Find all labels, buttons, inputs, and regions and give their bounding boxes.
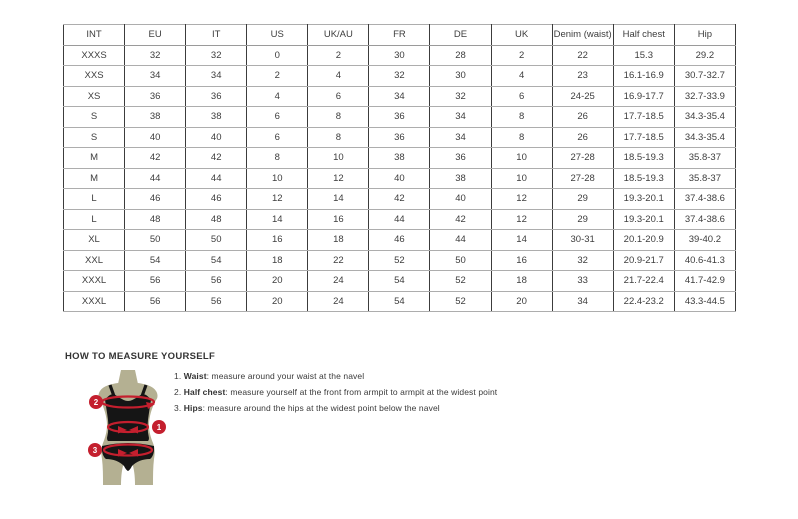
size-cell: 40	[186, 127, 247, 148]
size-cell: 33	[552, 271, 613, 292]
size-cell: 32.7-33.9	[674, 86, 735, 107]
size-cell: 18	[247, 250, 308, 271]
size-cell: 44	[186, 168, 247, 189]
size-cell: 27-28	[552, 168, 613, 189]
size-cell: 12	[491, 189, 552, 210]
column-header: Denim (waist)	[552, 25, 613, 46]
size-cell: 22	[552, 45, 613, 66]
header-row	[64, 25, 736, 46]
size-cell: 32	[125, 45, 186, 66]
size-cell: 35.8-37	[674, 168, 735, 189]
size-cell: 22	[308, 250, 369, 271]
size-cell: 46	[369, 230, 430, 251]
size-cell: 4	[491, 66, 552, 87]
size-cell: 2	[247, 66, 308, 87]
size-cell: 34	[125, 66, 186, 87]
size-cell: 38	[430, 168, 491, 189]
mannequin-illustration	[87, 370, 169, 488]
size-cell: 34	[552, 291, 613, 312]
size-cell: S	[64, 107, 125, 128]
size-cell: 52	[430, 291, 491, 312]
size-cell: 38	[186, 107, 247, 128]
size-cell: 34	[430, 107, 491, 128]
size-cell: 40	[369, 168, 430, 189]
size-cell: 20	[247, 271, 308, 292]
size-row	[64, 189, 736, 210]
size-cell: 30.7-32.7	[674, 66, 735, 87]
size-cell: M	[64, 168, 125, 189]
size-cell: 36	[430, 148, 491, 169]
measure-heading: HOW TO MEASURE YOURSELF	[65, 351, 216, 362]
size-cell: 10	[247, 168, 308, 189]
instruction-text: : measure around the hips at the widest point below the navel	[202, 403, 440, 413]
size-cell: 42	[125, 148, 186, 169]
size-cell: XXL	[64, 250, 125, 271]
size-cell: 2	[491, 45, 552, 66]
size-cell: 52	[369, 250, 430, 271]
size-cell: 34	[186, 66, 247, 87]
measure-instructions	[174, 368, 497, 416]
size-cell: 20	[491, 291, 552, 312]
size-cell: 39-40.2	[674, 230, 735, 251]
size-cell: 0	[247, 45, 308, 66]
size-cell: 4	[308, 66, 369, 87]
size-cell: 56	[186, 291, 247, 312]
size-cell: 44	[369, 209, 430, 230]
size-cell: 8	[247, 148, 308, 169]
size-cell: 42	[186, 148, 247, 169]
instruction-text: : measure yourself at the front from armpit to armpit at the widest point	[225, 387, 498, 397]
size-cell: 14	[491, 230, 552, 251]
size-cell: 24	[308, 271, 369, 292]
size-row	[64, 291, 736, 312]
size-cell: 16.9-17.7	[613, 86, 674, 107]
measure-instruction	[174, 384, 497, 400]
measure-instruction	[174, 400, 497, 416]
column-header: INT	[64, 25, 125, 46]
size-row	[64, 107, 736, 128]
size-cell: 16.1-16.9	[613, 66, 674, 87]
size-cell: 12	[491, 209, 552, 230]
size-cell: 30	[369, 45, 430, 66]
size-cell: 8	[491, 107, 552, 128]
size-cell: 19.3-20.1	[613, 209, 674, 230]
column-header: UK	[491, 25, 552, 46]
size-cell: 14	[247, 209, 308, 230]
size-cell: 46	[186, 189, 247, 210]
size-chart-table	[63, 24, 736, 312]
instruction-number: 3.	[174, 403, 184, 413]
size-row	[64, 230, 736, 251]
size-cell: M	[64, 148, 125, 169]
column-header: UK/AU	[308, 25, 369, 46]
size-cell: 22.4-23.2	[613, 291, 674, 312]
size-cell: XL	[64, 230, 125, 251]
size-cell: L	[64, 189, 125, 210]
size-cell: 6	[491, 86, 552, 107]
size-cell: 6	[247, 107, 308, 128]
instruction-number: 1.	[174, 371, 184, 381]
size-cell: 43.3-44.5	[674, 291, 735, 312]
size-cell: 15.3	[613, 45, 674, 66]
size-cell: 12	[308, 168, 369, 189]
size-cell: 16	[247, 230, 308, 251]
size-cell: 34.3-35.4	[674, 127, 735, 148]
size-row	[64, 168, 736, 189]
size-cell: 50	[125, 230, 186, 251]
size-cell: 40	[125, 127, 186, 148]
size-cell: 24	[308, 291, 369, 312]
size-cell: 30	[430, 66, 491, 87]
instruction-number: 2.	[174, 387, 184, 397]
size-cell: 54	[125, 250, 186, 271]
size-row	[64, 66, 736, 87]
size-cell: 6	[308, 86, 369, 107]
size-row	[64, 86, 736, 107]
size-cell: 8	[308, 107, 369, 128]
column-header: FR	[369, 25, 430, 46]
size-cell: 32	[430, 86, 491, 107]
size-cell: 29.2	[674, 45, 735, 66]
measure-badge-hips	[88, 443, 102, 457]
size-cell: 12	[247, 189, 308, 210]
badge-number: 3	[92, 446, 98, 455]
size-cell: 52	[430, 271, 491, 292]
size-cell: 56	[125, 291, 186, 312]
size-cell: 17.7-18.5	[613, 107, 674, 128]
size-cell: XS	[64, 86, 125, 107]
size-cell: 16	[491, 250, 552, 271]
badge-number: 2	[93, 398, 99, 407]
size-cell: XXS	[64, 66, 125, 87]
column-header: US	[247, 25, 308, 46]
size-cell: 10	[491, 168, 552, 189]
instruction-label: Hips	[183, 403, 203, 413]
size-cell: 30-31	[552, 230, 613, 251]
size-row	[64, 250, 736, 271]
size-cell: 36	[369, 107, 430, 128]
size-cell: XXXS	[64, 45, 125, 66]
column-header: Half chest	[613, 25, 674, 46]
column-header: EU	[125, 25, 186, 46]
size-cell: 34	[369, 86, 430, 107]
measure-badge-chest	[89, 395, 103, 409]
size-cell: 2	[308, 45, 369, 66]
instruction-text: : measure around your waist at the navel	[206, 371, 365, 381]
measurement-figure	[87, 370, 169, 488]
size-cell: 36	[369, 127, 430, 148]
size-cell: 18.5-19.3	[613, 148, 674, 169]
size-cell: 46	[125, 189, 186, 210]
size-cell: 19.3-20.1	[613, 189, 674, 210]
size-cell: 20.9-21.7	[613, 250, 674, 271]
size-cell: 20.1-20.9	[613, 230, 674, 251]
size-row	[64, 271, 736, 292]
size-row	[64, 209, 736, 230]
size-cell: 17.7-18.5	[613, 127, 674, 148]
size-cell: 40.6-41.3	[674, 250, 735, 271]
size-cell: 29	[552, 189, 613, 210]
size-cell: 4	[247, 86, 308, 107]
size-cell: 44	[125, 168, 186, 189]
size-cell: 20	[247, 291, 308, 312]
size-cell: 10	[491, 148, 552, 169]
size-cell: 50	[186, 230, 247, 251]
size-cell: 42	[369, 189, 430, 210]
instruction-label: Waist	[183, 371, 207, 381]
size-cell: 38	[125, 107, 186, 128]
size-cell: 8	[308, 127, 369, 148]
size-cell: 32	[369, 66, 430, 87]
column-header: IT	[186, 25, 247, 46]
size-cell: 26	[552, 127, 613, 148]
size-cell: 23	[552, 66, 613, 87]
size-cell: 21.7-22.4	[613, 271, 674, 292]
size-cell: 36	[125, 86, 186, 107]
size-cell: 37.4-38.6	[674, 209, 735, 230]
size-cell: 10	[308, 148, 369, 169]
size-cell: 34.3-35.4	[674, 107, 735, 128]
size-row	[64, 148, 736, 169]
size-chart-body	[64, 45, 736, 312]
size-cell: 34	[430, 127, 491, 148]
size-cell: 36	[186, 86, 247, 107]
size-cell: 18.5-19.3	[613, 168, 674, 189]
size-cell: 8	[491, 127, 552, 148]
measure-badge-waist	[152, 420, 166, 434]
size-cell: 54	[369, 271, 430, 292]
size-cell: 29	[552, 209, 613, 230]
size-cell: 16	[308, 209, 369, 230]
size-cell: 40	[430, 189, 491, 210]
instruction-label: Half chest	[183, 387, 226, 397]
size-cell: 27-28	[552, 148, 613, 169]
column-header: DE	[430, 25, 491, 46]
size-cell: 28	[430, 45, 491, 66]
size-cell: 56	[125, 271, 186, 292]
size-row	[64, 127, 736, 148]
badge-number: 1	[156, 423, 162, 432]
size-cell: 54	[186, 250, 247, 271]
size-cell: 35.8-37	[674, 148, 735, 169]
size-cell: 26	[552, 107, 613, 128]
size-cell: L	[64, 209, 125, 230]
size-cell: 38	[369, 148, 430, 169]
size-cell: 54	[369, 291, 430, 312]
size-cell: 24-25	[552, 86, 613, 107]
size-cell: 41.7-42.9	[674, 271, 735, 292]
size-cell: XXXL	[64, 271, 125, 292]
size-cell: 37.4-38.6	[674, 189, 735, 210]
size-cell: 6	[247, 127, 308, 148]
size-row	[64, 45, 736, 66]
size-cell: 42	[430, 209, 491, 230]
size-cell: 56	[186, 271, 247, 292]
size-cell: 50	[430, 250, 491, 271]
size-cell: S	[64, 127, 125, 148]
size-chart-header	[64, 25, 736, 46]
size-cell: 44	[430, 230, 491, 251]
size-cell: 48	[186, 209, 247, 230]
size-cell: 48	[125, 209, 186, 230]
column-header: Hip	[674, 25, 735, 46]
size-cell: 18	[491, 271, 552, 292]
size-cell: XXXL	[64, 291, 125, 312]
size-cell: 32	[186, 45, 247, 66]
size-cell: 32	[552, 250, 613, 271]
size-cell: 18	[308, 230, 369, 251]
size-cell: 14	[308, 189, 369, 210]
measure-instruction	[174, 368, 497, 384]
